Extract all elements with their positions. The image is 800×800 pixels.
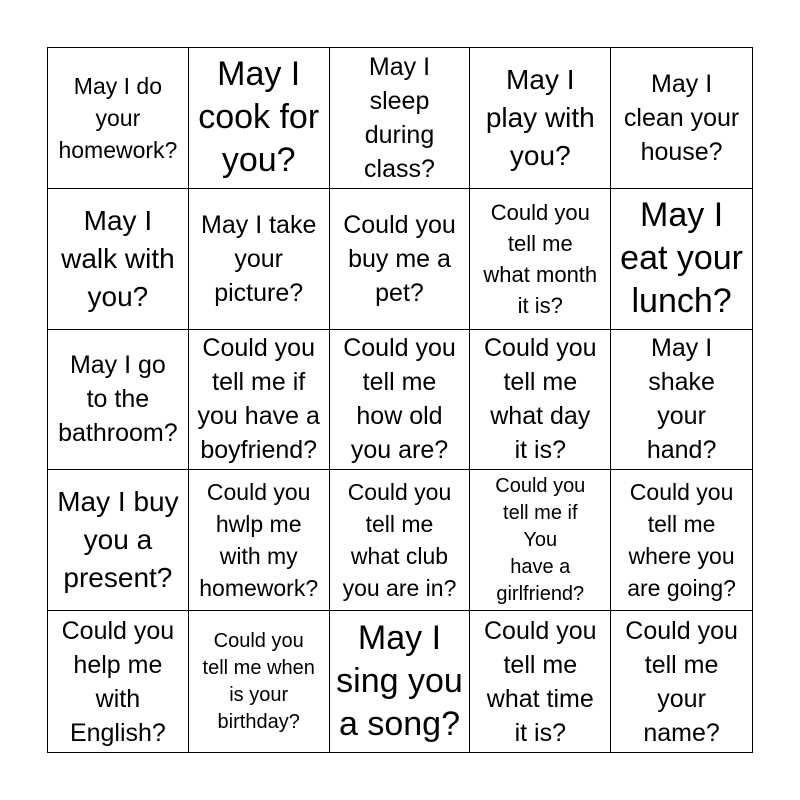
bingo-cell-r2-c4[interactable]: Could you tell me what month it is?	[470, 189, 611, 330]
bingo-cell-r3-c5[interactable]: May I shake your hand?	[611, 330, 752, 471]
bingo-cell-r4-c5[interactable]: Could you tell me where you are going?	[611, 470, 752, 611]
bingo-cell-r1-c3[interactable]: May I sleep during class?	[330, 48, 471, 189]
bingo-cell-r5-c5[interactable]: Could you tell me your name?	[625, 616, 738, 747]
bingo-cell-r5-c1[interactable]: Could you help me with English?	[48, 611, 189, 752]
bingo-cell-r4-c1[interactable]: May I buy you a present?	[48, 470, 189, 611]
bingo-cell-r1-c2[interactable]: May I cook for you?	[189, 48, 330, 189]
bingo-cell-r2-c5[interactable]: May I eat your lunch?	[611, 189, 752, 330]
bingo-cell-r3-c3[interactable]: Could you tell me how old you are?	[330, 330, 471, 471]
bingo-cell-r3-c2[interactable]: Could you tell me if you have a boyfriend?	[189, 330, 330, 471]
bingo-cell-r5-c3[interactable]: May I sing you a song?	[330, 611, 471, 752]
bingo-cell-r4-c3[interactable]: Could you tell me what club you are in?	[330, 470, 471, 611]
bingo-cell-r4-c4[interactable]: Could you tell me if You have a girlfriend?	[470, 470, 611, 611]
bingo-cell-r5-c2[interactable]: Could you tell me when is your birthday?	[189, 611, 330, 752]
bingo-cell-r3-c4[interactable]: Could you tell me what day it is?	[470, 330, 611, 471]
bingo-cell-r1-c5[interactable]: May I clean your house?	[611, 48, 752, 189]
bingo-cell-r1-c1[interactable]: May I do your homework?	[48, 48, 189, 189]
bingo-cell-r2-c1[interactable]: May I walk with you?	[48, 189, 189, 330]
bingo-cell-r3-c1[interactable]: May I go to the bathroom?	[48, 330, 189, 471]
bingo-cell-r2-c2[interactable]: May I take your picture?	[189, 189, 330, 330]
bingo-cell-r2-c3[interactable]: Could you buy me a pet?	[330, 189, 471, 330]
bingo-board	[47, 47, 753, 753]
bingo-cell-r5-c4[interactable]: Could you tell me what time it is?	[470, 611, 611, 752]
bingo-cell-r4-c2[interactable]: Could you hwlp me with my homework?	[189, 470, 330, 611]
bingo-cell-r1-c4[interactable]: May I play with you?	[470, 48, 611, 189]
